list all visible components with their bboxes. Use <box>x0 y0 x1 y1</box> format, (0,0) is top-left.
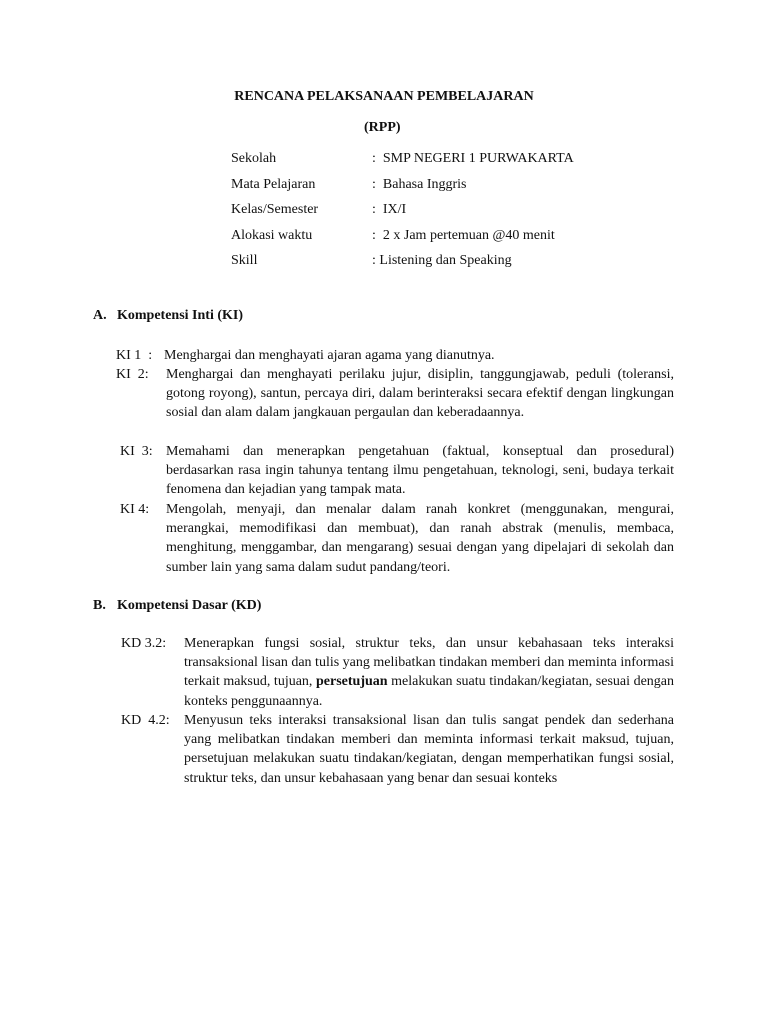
info-row-time <box>231 227 691 253</box>
kd-text-after: melakukan suatu tindakan/kegiatan, sesuai dengan konteks penggunaannya. <box>184 674 674 709</box>
kd-code: KD 3.2: <box>121 636 167 651</box>
info-value: : IX/I <box>372 202 407 217</box>
ki-text: Menghargai dan menghayati perilaku jujur, disiplin, tanggungjawab, peduli (toleransi, gotong royong), santun, percaya diri, dalam berinteraksi secara efektif dengan lingkungan sosial dan alam dalam jangkauan pergaulan dan keberadaannya. <box>166 367 674 421</box>
kd-item-2 <box>121 711 674 788</box>
ki-item-4 <box>120 500 674 577</box>
info-table <box>231 150 691 278</box>
kd-text: Menyusun teks interaksi transaksional lisan dan tulis sangat pendek dan sederhana yang melibatkan tindakan memberi dan meminta informasi terkait maksud, tujuan, persetujuan melakukan suatu tindakan/kegiatan, dengan memperhatikan fungsi sosial, struktur teks, dan unsur kebahasaan yang benar dan sesuai konteks <box>184 713 674 786</box>
kd-code: KD 4.2: <box>121 713 170 728</box>
info-row-skill <box>231 252 691 278</box>
info-row-school <box>231 150 691 176</box>
kd-text <box>121 634 674 711</box>
info-label: Sekolah <box>231 151 277 166</box>
ki-text: Mengolah, menyaji, dan menalar dalam ranah konkret (menggunakan, mengurai, merangkai, memodifikasi dan membuat), dan ranah abstrak (menulis, membaca, menghitung, menggambar, dan mengarang) sesuai dengan yang dipelajari di sekolah dan sumber lain yang sama dalam sudut pandang/teori. <box>166 502 674 575</box>
document-subtitle: (RPP) <box>364 120 401 135</box>
info-label: Kelas/Semester <box>231 202 319 217</box>
ki-text: Menghargai dan menghayati ajaran agama yang dianutnya. <box>164 348 495 363</box>
ki-text: Memahami dan menerapkan pengetahuan (faktual, konseptual dan prosedural) berdasarkan rasa ingin tahunya tentang ilmu pengetahuan, teknologi, seni, budaya terkait fenomena dan kejadian yang tampak mata. <box>166 444 674 498</box>
document-title: RENCANA PELAKSANAAN PEMBELAJARAN <box>234 89 534 104</box>
ki-code: KI 4: <box>120 502 150 517</box>
section-letter: A. <box>93 308 107 323</box>
info-value: : 2 x Jam pertemuan @40 menit <box>372 227 555 243</box>
info-row-class <box>231 201 691 227</box>
section-letter: B. <box>93 598 106 613</box>
section-title: Kompetensi Dasar (KD) <box>117 598 262 613</box>
ki-code: KI 1 : <box>116 348 153 363</box>
section-a-heading <box>93 307 243 325</box>
info-label: Skill <box>231 253 258 268</box>
ki-code: KI 2: <box>116 367 149 382</box>
ki-item-3 <box>120 442 674 500</box>
kd-text-before: Menerapkan fungsi sosial, struktur teks, dan unsur kebahasaan teks interaksi transaksional lisan dan tulis yang melibatkan tindakan memberi dan meminta informasi terkait maksud, tujuan, <box>184 636 674 690</box>
info-value: : SMP NEGERI 1 PURWAKARTA <box>372 151 574 166</box>
section-title: Kompetensi Inti (KI) <box>117 308 243 323</box>
info-value: : Bahasa Inggris <box>372 176 467 192</box>
ki-item-1 <box>116 346 676 365</box>
info-label: Alokasi waktu <box>231 227 313 243</box>
kd-item-1 <box>121 634 674 711</box>
info-row-subject <box>231 176 691 202</box>
section-b-heading <box>93 597 261 615</box>
ki-code: KI 3: <box>120 444 153 459</box>
ki-item-2 <box>116 365 674 423</box>
info-label: Mata Pelajaran <box>231 176 316 192</box>
kd-text-bold: persetujuan <box>316 674 388 690</box>
info-value: : Listening dan Speaking <box>372 253 512 268</box>
